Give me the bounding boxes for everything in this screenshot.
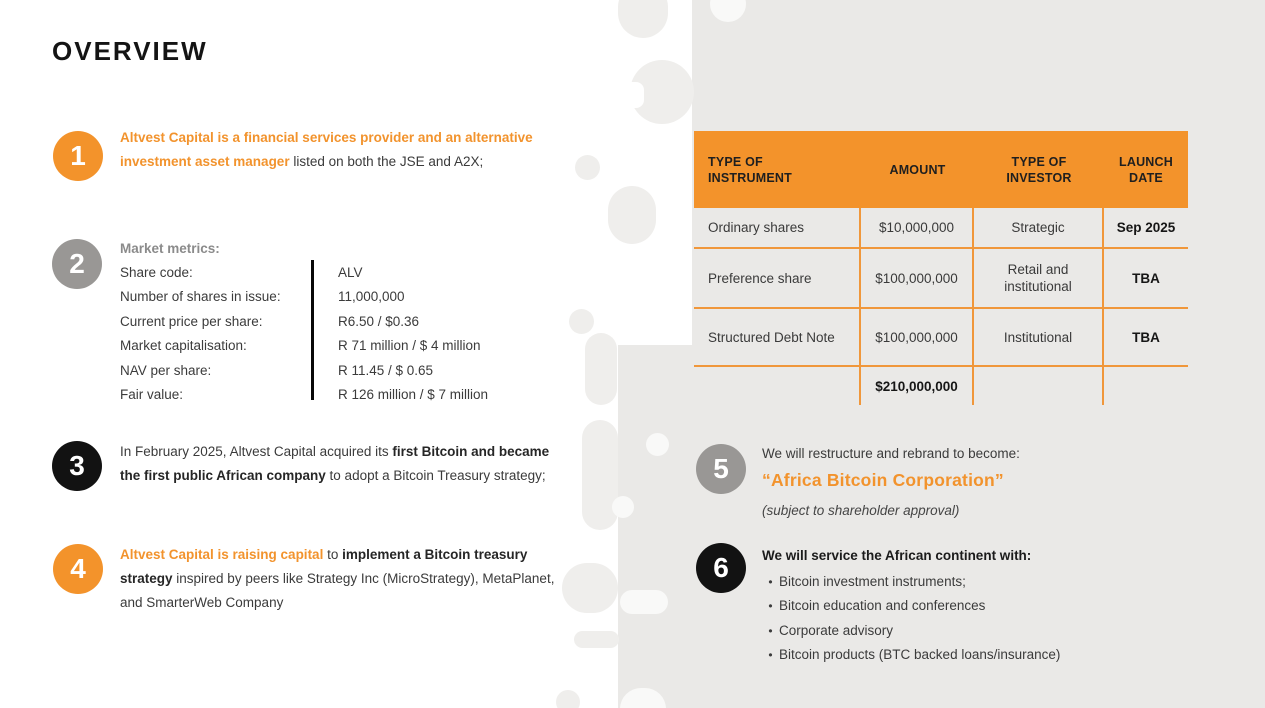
metric-label: Fair value:: [120, 387, 184, 403]
market-metrics-block: [120, 237, 550, 407]
decor-dot: [556, 690, 580, 708]
text-segment: to: [323, 547, 343, 562]
bullet-dot: •: [768, 575, 773, 589]
decor-capsule: [562, 563, 618, 613]
text-segment: Altvest Capital is a financial services provider and an alternative investment asset manager: [120, 130, 533, 169]
rebrand-intro: We will restructure and rebrand to become:: [762, 446, 1020, 461]
metrics-rows: [120, 261, 550, 407]
table-header-cell: TYPE OF INVESTOR: [1006, 154, 1072, 185]
table-cell: Preference share: [694, 249, 861, 307]
bullet-text: Bitcoin products (BTC backed loans/insurance): [779, 647, 1061, 663]
bullet-dot: •: [768, 648, 773, 663]
metric-value: R6.50 / $0.36: [338, 313, 420, 329]
decor-circle-hole: [618, 82, 644, 108]
item-4-number-badge: 4: [53, 544, 103, 594]
text-segment: Altvest Capital is raising capital: [120, 547, 324, 562]
table-cell: Ordinary shares: [694, 208, 861, 247]
text-segment: implement a Bitcoin treasury strategy: [120, 547, 528, 586]
page-title: OVERVIEW: [52, 36, 208, 66]
decor-dot-white: [646, 433, 669, 456]
table-cell: Retail and institutional: [974, 249, 1104, 307]
bullet-item: [762, 570, 1207, 594]
decor-capsule: [582, 420, 618, 530]
item-3-text: [120, 440, 557, 488]
rebrand-headline: “Africa Bitcoin Corporation”: [762, 470, 1004, 490]
table-row: [694, 367, 1188, 405]
item-1-text: [120, 126, 557, 174]
metric-row: [120, 334, 550, 358]
item-6-block: [762, 545, 1207, 668]
table-header-row: [694, 131, 1188, 208]
table-cell: [1104, 367, 1188, 405]
bullet-dot: •: [768, 623, 773, 638]
metric-value: 11,000,000: [338, 289, 405, 305]
metric-row: [120, 310, 550, 334]
decor-dot: [575, 155, 600, 180]
bullet-text: Corporate advisory: [779, 622, 894, 638]
metric-row: [120, 261, 550, 285]
table-header-cell: LAUNCH DATE: [1119, 154, 1173, 185]
item-1-number-badge: 1: [53, 131, 103, 181]
table-row: [694, 309, 1188, 367]
bullet-dot: •: [768, 599, 773, 614]
text-segment: listed on both the JSE and A2X;: [289, 154, 484, 169]
text-segment: inspired by peers like Strategy Inc (MicroStrategy), MetaPlanet, and SmarterWeb Company: [120, 571, 555, 610]
bullet-item: [762, 594, 1207, 618]
table-row: [694, 249, 1188, 309]
metric-value: R 71 million / $ 4 million: [338, 338, 481, 354]
decor-capsule-white: [620, 590, 668, 614]
table-cell: Structured Debt Note: [694, 309, 861, 365]
bullet-text: Bitcoin education and conferences: [779, 598, 986, 614]
bullet-item: [762, 619, 1207, 643]
metric-value: R 11.45 / $ 0.65: [338, 362, 434, 378]
metric-label: Number of shares in issue:: [120, 289, 281, 305]
decor-capsule: [574, 631, 619, 648]
item-5-block: [762, 446, 1192, 518]
table-cell: $100,000,000: [861, 249, 974, 307]
text-segment: to adopt a Bitcoin Treasury strategy;: [325, 468, 546, 483]
service-bullet-list: [762, 570, 1207, 668]
item-5-number-badge: 5: [696, 444, 746, 494]
metric-row: [120, 285, 550, 309]
item-3-number-badge: 3: [52, 441, 102, 491]
decor-capsule: [618, 0, 668, 38]
text-segment: In February 2025, Altvest Capital acquired its: [120, 444, 393, 459]
decor-dot: [569, 309, 594, 334]
metric-value: R 126 million / $ 7 million: [338, 387, 489, 403]
table-cell: Sep 2025: [1116, 220, 1176, 235]
metric-row: [120, 383, 550, 407]
table-cell: TBA: [1132, 270, 1160, 286]
metric-value: ALV: [338, 265, 363, 280]
metrics-heading: Market metrics:: [120, 241, 220, 256]
table-header-cell: AMOUNT: [889, 162, 946, 177]
item-2-number-badge: 2: [52, 239, 102, 289]
gray-band: [618, 345, 698, 708]
table-header-cell: TYPE OF INSTRUMENT: [708, 154, 792, 185]
decor-capsule: [585, 333, 617, 405]
table-cell: TBA: [1132, 329, 1160, 345]
metrics-divider: [311, 260, 314, 400]
metric-row: [120, 359, 550, 383]
bullet-text: Bitcoin investment instruments;: [779, 574, 966, 589]
table-cell: $10,000,000: [861, 208, 974, 247]
metric-label: Current price per share:: [120, 313, 263, 329]
decor-dot-white: [612, 496, 634, 518]
table-cell: Strategic: [974, 208, 1104, 247]
text-segment: first Bitcoin and became the first public African company: [120, 444, 550, 483]
table-cell: [974, 367, 1104, 405]
rebrand-note: (subject to shareholder approval): [762, 503, 960, 518]
service-heading: We will service the African continent with:: [762, 548, 1032, 563]
table-cell: $210,000,000: [861, 367, 974, 405]
table-cell: $100,000,000: [861, 309, 974, 365]
metric-label: NAV per share:: [120, 362, 212, 378]
bullet-item: [762, 643, 1207, 667]
table-cell: Institutional: [974, 309, 1104, 365]
instruments-table: [694, 131, 1188, 405]
table-cell: [694, 367, 861, 405]
metric-label: Market capitalisation:: [120, 338, 247, 354]
metric-label: Share code:: [120, 265, 193, 280]
table-row: [694, 208, 1188, 249]
item-6-number-badge: 6: [696, 543, 746, 593]
item-4-text: [120, 543, 557, 615]
decor-capsule: [608, 186, 656, 244]
